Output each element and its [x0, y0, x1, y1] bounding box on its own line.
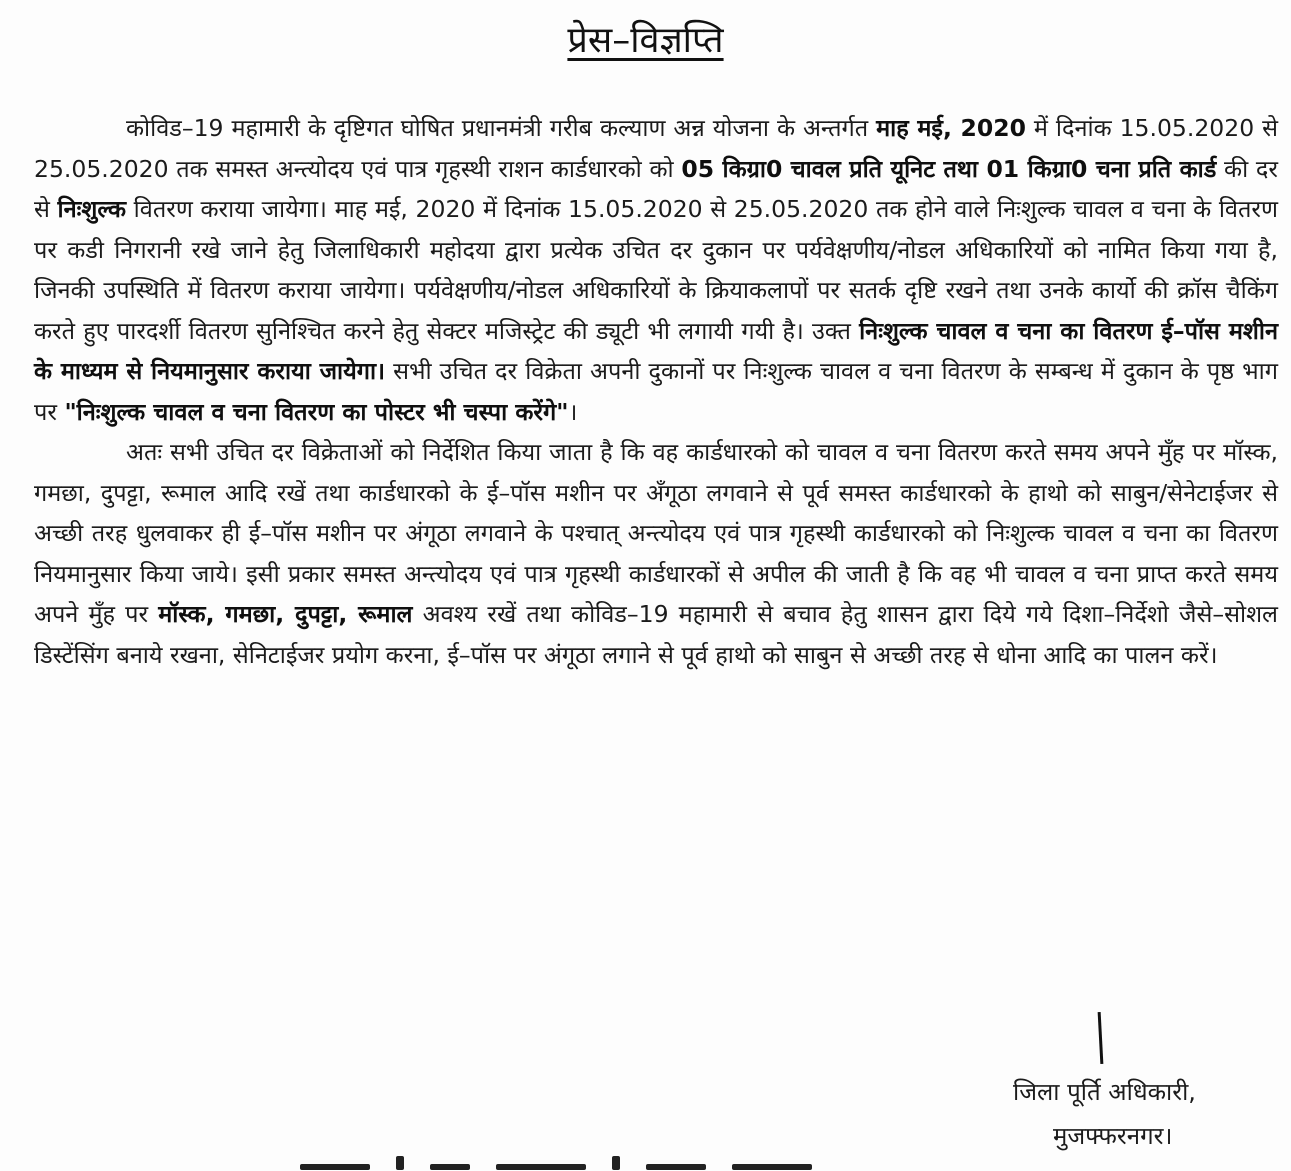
cropped-next-line	[300, 1150, 860, 1171]
paragraph1-run-6: वितरण कराया जायेगा। माह मई, 2020 में दिनांक 15.05.2020 से 25.05.2020 तक होने वाले निःशुल्क चावल व चना के वितरण पर कडी निगरानी रखे जाने हेतु जिलाधिकारी महोदया द्वारा प्रत्येक उचित दर दुकान पर पर्यवेक्षणीय/नोडल अधिकारियों को नामित किया गया है, जिनकी उपस्थिति में वितरण कराया जायेगा। पर्यवेक्षणीय/नोडल अधिकारियों के क्रियाकलापों पर सतर्क दृष्टि रखने तथा उनके कार्यो की क्रॉस चैकिंग करते हुए पारदर्शी वितरण सुनिश्चित करने हेतु सेक्टर मजिस्ट्रेट की ड्यूटी भी लगायी गयी है। उक्त	[34, 195, 1278, 345]
paragraph1-run-2: में दिनांक 15.05.2020 से 25.05.2020 तक समस्त अन्त्योदय एवं पात्र गृहस्थी राशन कार्डधारको को	[34, 114, 1278, 183]
paragraph1-run-9: "निःशुल्क चावल व चना वितरण का पोस्टर भी चस्पा करेंगे"	[64, 397, 569, 426]
paragraph1-run-10: ।	[568, 397, 578, 426]
paragraph-2	[34, 432, 1278, 675]
paragraph1-run-3: 05 किग्रा0 चावल प्रति यूनिट तथा 01 किग्रा0 चना प्रति कार्ड	[681, 154, 1217, 183]
paragraph1-run-7: निःशुल्क चावल व चना का वितरण ई–पॉस मशीन के माध्यम से नियमानुसार कराया जायेगा।	[34, 316, 1278, 385]
signature-block	[1013, 1070, 1283, 1158]
paragraph1-run-8: सभी उचित दर विक्रेता अपनी दुकानों पर निःशुल्क चावल व चना वितरण के सम्बन्ध में दुकान के पृष्ठ भाग पर	[34, 357, 1278, 426]
paragraph1-run-0: कोविड–19 महामारी के दृष्टिगत घोषित प्रधानमंत्री गरीब कल्याण अन्न योजना के अन्तर्गत	[126, 114, 877, 142]
paragraph1-run-4: की दर से	[34, 154, 1278, 223]
signature-mark	[1098, 1012, 1104, 1064]
paragraph1-run-5: निःशुल्क	[57, 195, 127, 223]
signature-location: मुजफ्फरनगर।	[1053, 1122, 1173, 1150]
document-body	[34, 108, 1278, 675]
paragraph2-run-0: अतः सभी उचित दर विक्रेताओं को निर्देशित किया जाता है कि वह कार्डधारको को चावल व चना वितरण करते समय अपने मुँह पर मॉस्क, गमछा, दुपट्टा, रूमाल आदि रखें तथा कार्डधारको के ई–पॉस मशीन पर अँगूठा लगवाने से पूर्व समस्त कार्डधारको के हाथो को साबुन/सेनेटाईजर से अच्छी तरह धुलवाकर ही ई–पॉस मशीन पर अंगूठा लगवाने के पश्चात् अन्त्योदय एवं पात्र गृहस्थी कार्डधारको को निःशुल्क चावल व चना का वितरण नियमानुसार किया जाये। इसी प्रकार समस्त अन्त्योदय एवं पात्र गृहस्थी कार्डधारकों से अपील की जाती है कि वह भी चावल व चना प्राप्त करते समय अपने मुँह पर	[34, 438, 1278, 628]
document-title: प्रेस–विज्ञप्ति	[567, 20, 724, 61]
paragraph1-run-1: माह मई, 2020	[876, 114, 1026, 142]
paragraph2-run-1: मॉस्क, गमछा, दुपट्टा, रूमाल	[158, 600, 413, 628]
paragraph2-run-2: अवश्य रखें तथा कोविड–19 महामारी से बचाव हेतु शासन द्वारा दिये गये दिशा–निर्देशो जैसे–सोशल डिस्टेंसिंग बनाये रखना, सेनिटाईजर प्रयोग करना, ई–पॉस पर अंगूठा लगाने से पूर्व हाथो को साबुन से अच्छी तरह से धोना आदि का पालन करें।	[34, 600, 1278, 669]
signature-designation: जिला पूर्ति अधिकारी,	[1013, 1078, 1196, 1106]
paragraph-1	[34, 108, 1278, 432]
